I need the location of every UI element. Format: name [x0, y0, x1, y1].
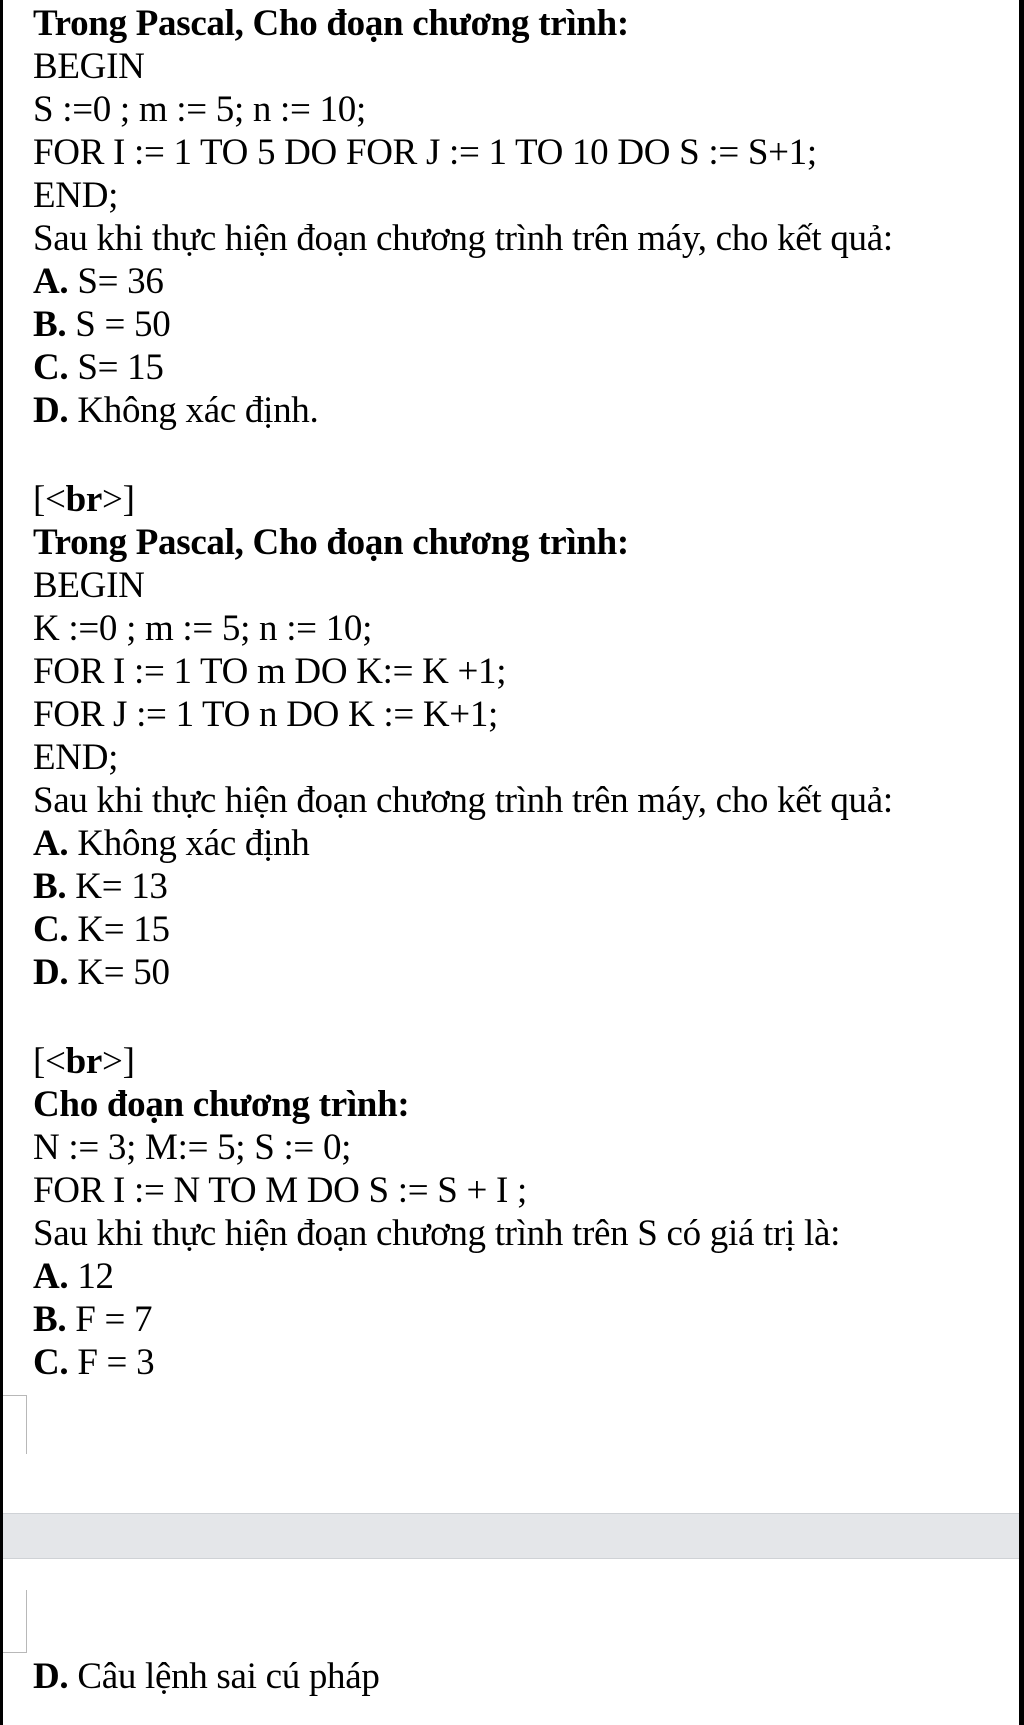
separator-suffix: >] [102, 479, 135, 520]
document-page-2 [3, 1559, 1019, 1725]
question-1-code-line: FOR I := 1 TO 5 DO FOR J := 1 TO 10 DO S := S+1; [33, 132, 817, 173]
separator-br: br [65, 1041, 102, 1082]
question-3-title: Cho đoạn chương trình: [33, 1084, 410, 1125]
option-text: Không xác định [68, 823, 310, 864]
option-letter: B. [33, 304, 67, 345]
page-corner-mark-bottom [26, 1396, 27, 1454]
option-text: F = 7 [66, 1299, 153, 1340]
question-2-separator [33, 478, 135, 521]
option-text: S= 15 [68, 347, 164, 388]
option-letter: A. [33, 1256, 69, 1297]
question-1-option-c [33, 346, 164, 389]
separator-tag [33, 479, 135, 520]
page-break-gap [3, 1513, 1019, 1559]
question-1-title: Trong Pascal, Cho đoạn chương trình: [33, 3, 629, 44]
question-3-option-a [33, 1255, 114, 1298]
option-text: 12 [68, 1256, 114, 1297]
question-2-code-line: BEGIN [33, 565, 145, 606]
question-1-code-line: S :=0 ; m := 5; n := 10; [33, 89, 366, 130]
question-3-option-d [33, 1655, 380, 1698]
question-1-option-a [33, 260, 164, 303]
question-3-code-line: N := 3; M:= 5; S := 0; [33, 1127, 352, 1168]
option-text: Câu lệnh sai cú pháp [68, 1656, 380, 1697]
question-2-code-line: FOR I := 1 TO m DO K:= K +1; [33, 651, 507, 692]
option-letter: D. [33, 1656, 69, 1697]
option-letter: C. [33, 909, 69, 950]
option-text: K= 15 [68, 909, 170, 950]
option-letter: D. [33, 390, 69, 431]
question-3-code-line: FOR I := N TO M DO S := S + I ; [33, 1170, 527, 1211]
option-letter: C. [33, 347, 69, 388]
question-1-code-line: END; [33, 175, 119, 216]
option-text: K= 50 [68, 952, 170, 993]
option-letter: B. [33, 1299, 67, 1340]
separator-suffix: >] [102, 1041, 135, 1082]
question-2-code-line: K :=0 ; m := 5; n := 10; [33, 608, 373, 649]
question-3-prompt: Sau khi thực hiện đoạn chương trình trên S có giá trị là: [33, 1213, 841, 1254]
question-1-prompt: Sau khi thực hiện đoạn chương trình trên máy, cho kết quả: [33, 218, 893, 259]
option-text: S = 50 [66, 304, 171, 345]
option-letter: B. [33, 866, 67, 907]
question-1-option-b [33, 303, 170, 346]
question-2-option-a [33, 822, 309, 865]
separator-prefix: [< [33, 479, 66, 520]
page-corner-mark-bottom-h [3, 1395, 27, 1396]
question-2-option-b [33, 865, 168, 908]
separator-prefix: [< [33, 1041, 66, 1082]
option-text: S= 36 [68, 261, 164, 302]
page-corner-mark-top-h [3, 1652, 27, 1653]
question-1-option-d [33, 389, 318, 432]
separator-br: br [65, 479, 102, 520]
question-2-code-line: FOR J := 1 TO n DO K := K+1; [33, 694, 499, 735]
option-letter: D. [33, 952, 69, 993]
question-2-option-c [33, 908, 170, 951]
option-text: K= 13 [66, 866, 168, 907]
option-text: Không xác định. [68, 390, 319, 431]
option-letter: A. [33, 261, 69, 302]
option-letter: C. [33, 1342, 69, 1383]
question-2-prompt: Sau khi thực hiện đoạn chương trình trên máy, cho kết quả: [33, 780, 893, 821]
question-2-option-d [33, 951, 170, 994]
question-2-title: Trong Pascal, Cho đoạn chương trình: [33, 522, 629, 563]
option-text: F = 3 [68, 1342, 155, 1383]
page-corner-mark-top [26, 1590, 27, 1652]
question-3-separator [33, 1040, 135, 1083]
question-3-option-b [33, 1298, 152, 1341]
option-letter: A. [33, 823, 69, 864]
question-3-option-c [33, 1341, 154, 1384]
question-2-code-line: END; [33, 737, 119, 778]
question-1-code-line: BEGIN [33, 46, 145, 87]
window-border-right [1019, 0, 1024, 1725]
separator-tag [33, 1041, 135, 1082]
